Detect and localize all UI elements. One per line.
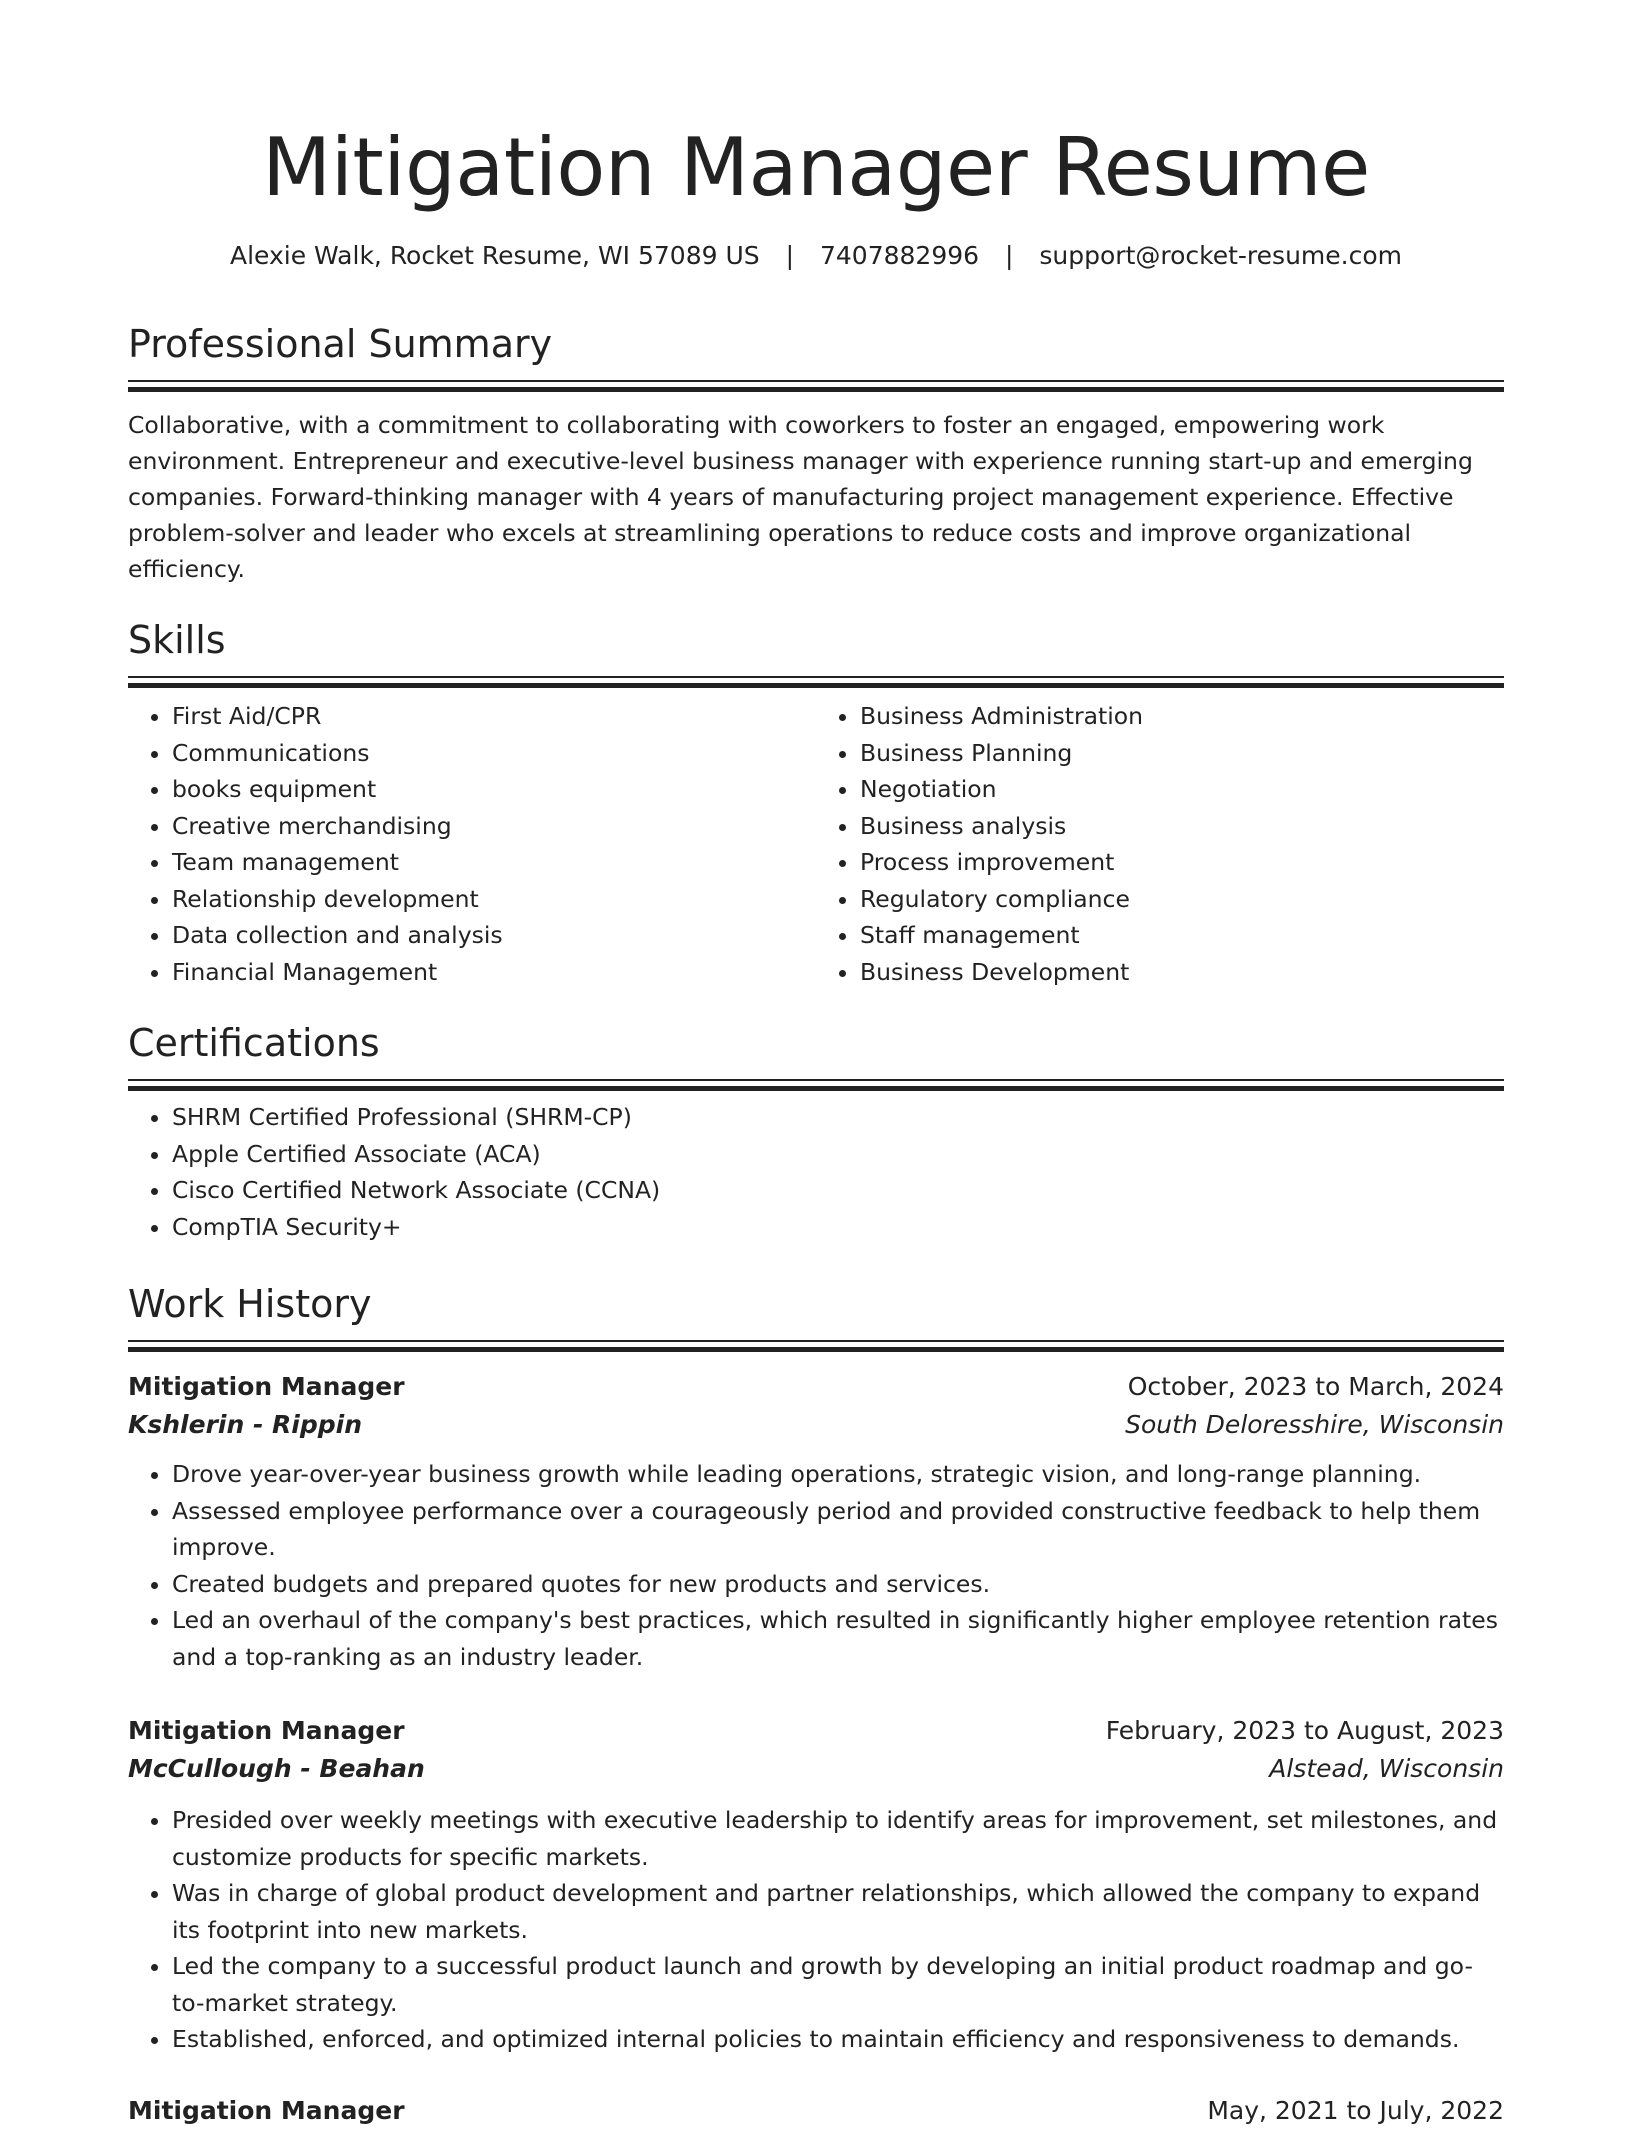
job-title: Mitigation Manager [128, 1716, 405, 1745]
section-heading: Certifications [128, 1021, 380, 1065]
job-bullets [128, 1456, 1504, 1675]
section-divider [128, 1079, 1504, 1081]
list-item: • Established, enforced, and optimized internal policies to maintain efficiency and responsiveness to demands. [172, 2021, 1504, 2058]
job-company: Kshlerin - Rippin [128, 1410, 363, 1439]
certifications-list [128, 1099, 1504, 1245]
list-item: • Business Development [860, 954, 1504, 991]
job-title: Mitigation Manager [128, 1372, 405, 1401]
job-header [128, 1368, 1504, 1406]
job-dates: February, 2023 to August, 2023 [1105, 1716, 1504, 1745]
list-item: • First Aid/CPR [172, 698, 816, 735]
skills-list-right [816, 698, 1504, 990]
section-heading: Skills [128, 618, 226, 662]
job-subheader [128, 1750, 1504, 1788]
list-item: • Apple Certified Associate (ACA) [172, 1136, 1504, 1173]
list-item: • Led an overhaul of the company's best practices, which resulted in significantly higher employee retention rates and a top-ranking as an industry leader. [172, 1602, 1504, 1675]
list-item: • Financial Management [172, 954, 816, 991]
job-company: McCullough - Beahan [128, 1754, 425, 1783]
list-item: • Drove year-over-year business growth while leading operations, strategic vision, and long-range planning. [172, 1456, 1504, 1493]
work-history-section [128, 1280, 1504, 1342]
section-heading: Work History [128, 1282, 372, 1326]
list-item: • SHRM Certified Professional (SHRM-CP) [172, 1099, 1504, 1136]
contact-line [128, 238, 1504, 274]
list-item: • Led the company to a successful product launch and growth by developing an initial product roadmap and go-to-market strategy. [172, 1948, 1504, 2021]
skills-section [128, 616, 1504, 990]
job-subheader [128, 1406, 1504, 1444]
section-heading: Professional Summary [128, 322, 553, 366]
contact-separator: | [1005, 241, 1014, 270]
job-location: Alstead, Wisconsin [1269, 1754, 1504, 1783]
list-item: • Business analysis [860, 808, 1504, 845]
job-location: South Deloresshire, Wisconsin [1125, 1410, 1504, 1439]
list-item: • Business Administration [860, 698, 1504, 735]
list-item: • CompTIA Security+ [172, 1209, 1504, 1246]
list-item: • Relationship development [172, 881, 816, 918]
contact-separator: | [785, 241, 795, 270]
list-item: • Business Planning [860, 735, 1504, 772]
list-item: • Communications [172, 735, 816, 772]
certifications-section [128, 1019, 1504, 1245]
list-item: • Team management [172, 844, 816, 881]
skills-list-left [128, 698, 816, 990]
contact-address: Alexie Walk, Rocket Resume, WI 57089 US [230, 241, 760, 270]
skills-columns [128, 698, 1504, 990]
contact-phone: 7407882996 [819, 241, 980, 270]
summary-section [128, 320, 1504, 587]
list-item: • Created budgets and prepared quotes for new products and services. [172, 1566, 1504, 1603]
section-divider [128, 676, 1504, 678]
job-title: Mitigation Manager [128, 2096, 405, 2125]
list-item: • books equipment [172, 771, 816, 808]
list-item: • Presided over weekly meetings with executive leadership to identify areas for improvement, set milestones, and customize products for specific markets. [172, 1802, 1504, 1875]
list-item: • Assessed employee performance over a courageously period and provided constructive feedback to help them improve. [172, 1493, 1504, 1566]
list-item: • Creative merchandising [172, 808, 816, 845]
summary-text: Collaborative, with a commitment to collaborating with coworkers to foster an engaged, empowering work environment. Entrepreneur and executive-level business manager with experience running start-up and emerging companies. Forward-thinking manager with 4 years of manufacturing project management experience. Effective problem-solver and leader who excels at streamlining operations to reduce costs and improve organizational efficiency. [128, 411, 1473, 583]
job-entry [128, 1368, 1504, 1675]
section-divider [128, 380, 1504, 382]
list-item: • Cisco Certified Network Associate (CCNA) [172, 1172, 1504, 1209]
list-item: • Regulatory compliance [860, 881, 1504, 918]
job-dates: October, 2023 to March, 2024 [1127, 1372, 1504, 1401]
page-title: Mitigation Manager Resume [262, 121, 1370, 214]
job-entry [128, 2092, 1504, 2130]
job-entry [128, 1712, 1504, 2058]
list-item: • Data collection and analysis [172, 917, 816, 954]
job-dates: May, 2021 to July, 2022 [1207, 2096, 1504, 2125]
list-item: • Staff management [860, 917, 1504, 954]
list-item: • Was in charge of global product development and partner relationships, which allowed the company to expand its footprint into new markets. [172, 1875, 1504, 1948]
job-header [128, 1712, 1504, 1750]
contact-email: support@rocket-resume.com [1039, 241, 1402, 270]
list-item: • Process improvement [860, 844, 1504, 881]
section-divider [128, 1340, 1504, 1342]
job-bullets [128, 1802, 1504, 2058]
list-item: • Negotiation [860, 771, 1504, 808]
job-header [128, 2092, 1504, 2130]
